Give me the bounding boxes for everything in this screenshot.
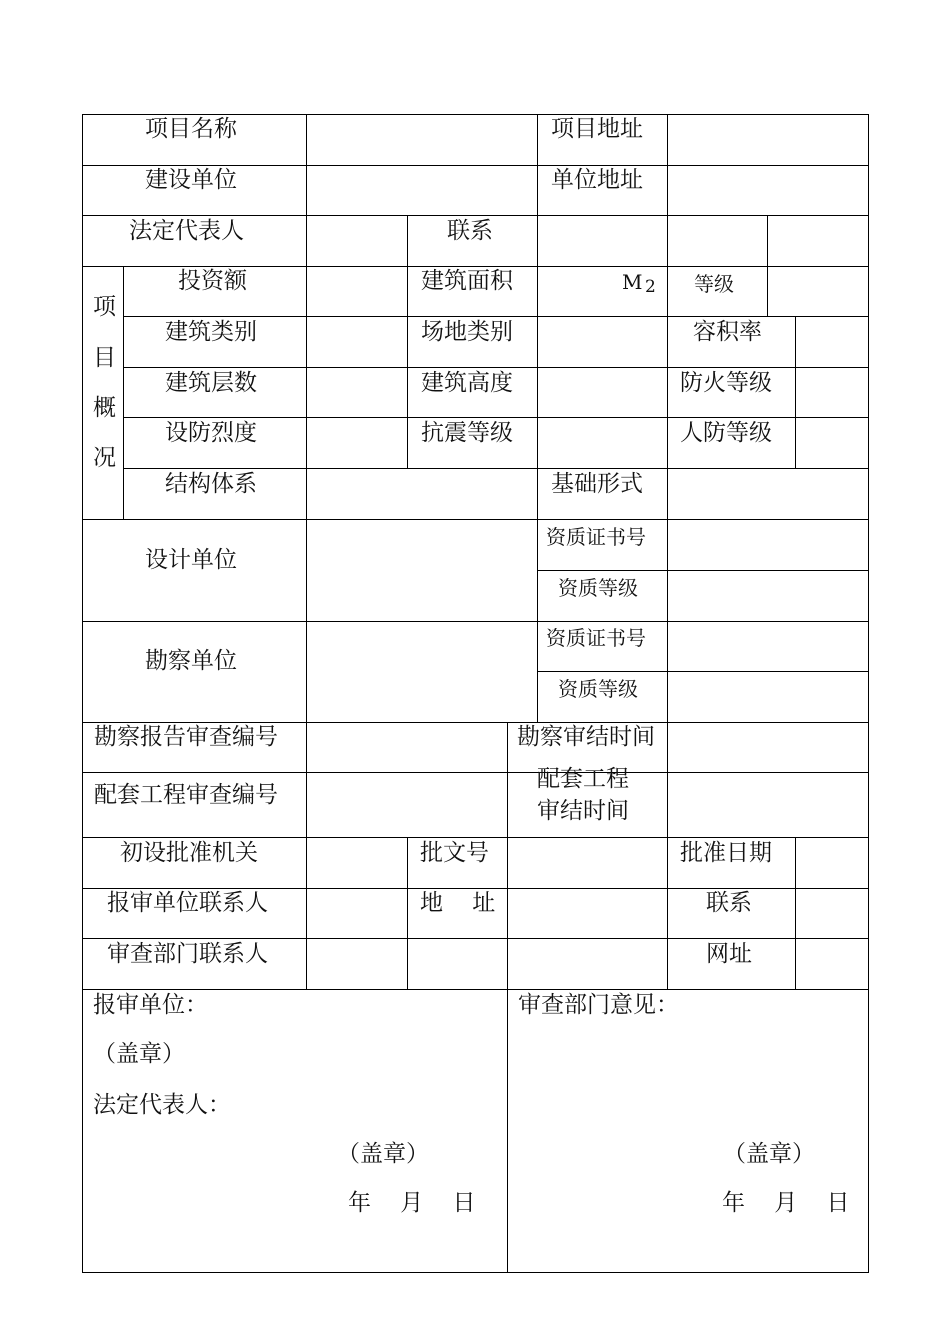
label-foundation-type: 基础形式 xyxy=(551,471,643,497)
label-overview-char: 概 xyxy=(93,395,116,421)
label-survey-report-review-no: 勘察报告审查编号 xyxy=(94,724,278,750)
label-building-height: 建筑高度 xyxy=(421,370,513,396)
label-design-unit: 设计单位 xyxy=(145,547,237,573)
label-submitting-unit: 报审单位： xyxy=(93,992,208,1018)
row-divider xyxy=(82,837,869,838)
area-unit: M xyxy=(622,270,643,294)
label-grade: 等级 xyxy=(694,272,734,296)
label-supporting-review-no: 配套工程审查编号 xyxy=(94,782,278,808)
label-submitter-contact: 报审单位联系人 xyxy=(107,890,268,916)
col-divider xyxy=(667,519,668,839)
label-legal-rep-colon: 法定代表人： xyxy=(93,1092,231,1118)
label-site-category: 场地类别 xyxy=(421,319,513,345)
label-survey-review-end-time: 勘察审结时间 xyxy=(517,724,655,750)
label-unit-address: 单位地址 xyxy=(551,167,643,193)
label-approval-doc-no: 批文号 xyxy=(420,840,489,866)
row-divider xyxy=(82,772,869,773)
date-line-submitter: 年 月 日 xyxy=(348,1190,476,1216)
row-divider xyxy=(82,989,869,990)
label-investment: 投资额 xyxy=(178,268,247,294)
row-divider xyxy=(82,165,869,166)
col-divider xyxy=(507,722,508,1273)
label-civil-defense-grade: 人防等级 xyxy=(680,420,772,446)
label-legal-rep: 法定代表人 xyxy=(129,218,244,244)
col-divider xyxy=(767,215,768,316)
label-review-opinion: 审查部门意见： xyxy=(518,992,679,1018)
row-divider xyxy=(82,621,869,622)
label-seismic-grade: 抗震等级 xyxy=(421,420,513,446)
row-divider xyxy=(537,671,869,672)
label-prelim-approval-authority: 初设批准机关 xyxy=(120,840,258,866)
col-divider xyxy=(667,838,668,989)
label-reviewer-contact: 审查部门联系人 xyxy=(107,941,268,967)
label-survey-unit: 勘察单位 xyxy=(145,648,237,674)
label-overview-char: 况 xyxy=(93,445,116,471)
label-design-qual-cert-no: 资质证书号 xyxy=(546,525,646,549)
col-divider xyxy=(795,838,796,989)
label-overview-char: 目 xyxy=(93,345,116,371)
label-project-name: 项目名称 xyxy=(145,116,237,142)
table-border-right xyxy=(868,114,869,1273)
row-divider xyxy=(82,215,869,216)
label-survey-qual-grade: 资质等级 xyxy=(558,677,638,701)
label-structure-system: 结构体系 xyxy=(165,471,257,497)
label-fire-rating: 防火等级 xyxy=(680,370,772,396)
col-divider xyxy=(407,838,408,989)
label-building-category: 建筑类别 xyxy=(165,319,257,345)
label-project-address: 项目地址 xyxy=(551,116,643,142)
table-border-top xyxy=(82,114,869,115)
label-supporting-end-time-line1: 配套工程 xyxy=(537,766,629,792)
label-approval-date: 批准日期 xyxy=(680,840,772,866)
row-divider xyxy=(537,570,869,571)
label-seal-review: （盖章） xyxy=(723,1141,815,1167)
row-divider xyxy=(82,938,869,939)
label-seal-right: （盖章） xyxy=(337,1141,429,1167)
row-divider xyxy=(123,468,869,469)
label-plot-ratio: 容积率 xyxy=(693,319,762,345)
row-divider xyxy=(82,722,869,723)
date-line-review: 年 月 日 xyxy=(722,1190,850,1216)
col-divider xyxy=(537,114,538,722)
col-divider xyxy=(123,266,124,519)
row-divider xyxy=(123,316,869,317)
area-unit-superscript: 2 xyxy=(645,277,656,297)
col-divider xyxy=(407,215,408,468)
col-divider xyxy=(795,316,796,468)
label-seal: （盖章） xyxy=(93,1041,185,1067)
row-divider xyxy=(123,417,869,418)
label-fortification-intensity: 设防烈度 xyxy=(165,420,257,446)
label-building-floors: 建筑层数 xyxy=(165,370,257,396)
label-builder: 建设单位 xyxy=(145,167,237,193)
table-border-left xyxy=(82,114,83,1273)
col-divider xyxy=(306,114,307,989)
label-website: 网址 xyxy=(706,941,752,967)
label-address: 地 址 xyxy=(420,890,496,916)
label-supporting-end-time-line2: 审结时间 xyxy=(537,798,629,824)
label-contact-short: 联系 xyxy=(706,890,752,916)
row-divider xyxy=(82,519,869,520)
label-design-qual-grade: 资质等级 xyxy=(558,576,638,600)
col-divider xyxy=(667,114,668,519)
row-divider xyxy=(82,888,869,889)
label-overview-char: 项 xyxy=(93,294,116,320)
label-contact: 联系 xyxy=(447,218,493,244)
row-divider xyxy=(82,266,869,267)
row-divider xyxy=(123,367,869,368)
label-survey-qual-cert-no: 资质证书号 xyxy=(546,626,646,650)
label-building-area: 建筑面积 xyxy=(421,268,513,294)
table-border-bottom xyxy=(82,1272,869,1273)
